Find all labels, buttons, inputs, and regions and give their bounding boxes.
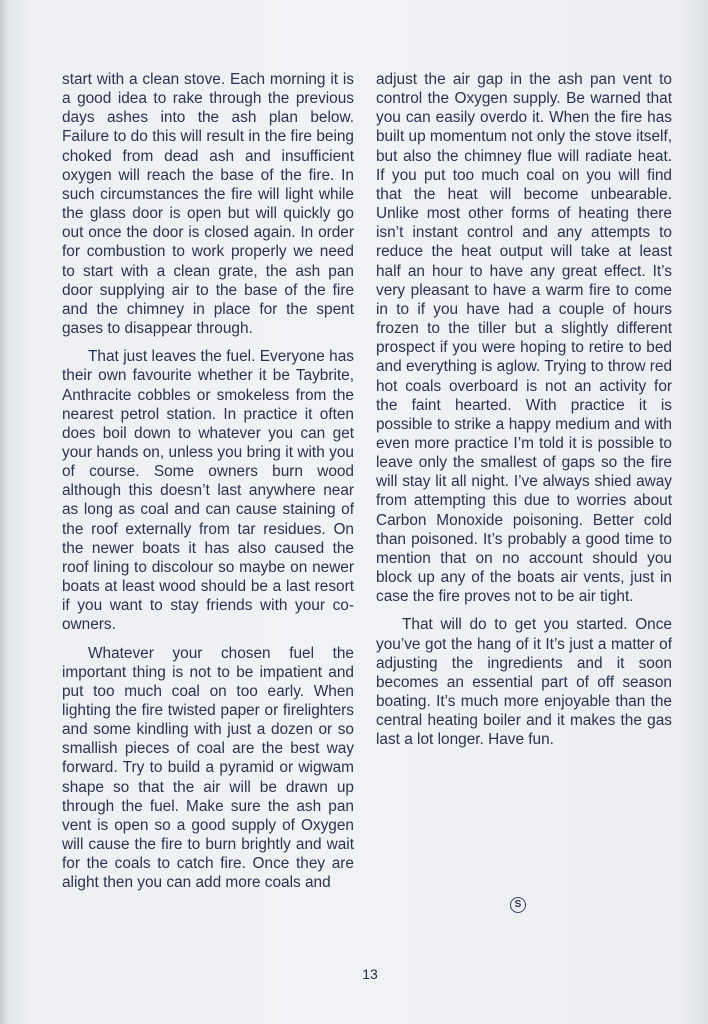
page-number: 13 [362, 966, 378, 982]
left-paragraph-1: start with a clean stove. Each morning it is a good idea to rake through the previous days ashes into the ash plan below. Failure to do this will result in the fire being choked from dead ash and insufficient oxygen will reach the base of the fire. In such circumstances the fire will light while the glass door is open but will quickly go out once the door is closed again. In order for combustion to work properly we need to start with a clean grate, the ash pan door supplying air to the base of the fire and the chimney in place for the spent gases to disappear through. [62, 71, 354, 338]
end-of-article-mark: S [510, 897, 526, 913]
right-paragraph-1: adjust the air gap in the ash pan vent to control the Oxygen supply. Be warned that you can easily overdo it. When the fire has built up momentum not only the stove itself, but also the chimney flue will radiate heat. If you put too much coal on you will find that the heat will become unbearable. Unlike most other forms of heating there isn’t instant control and any attempts to reduce the heat output will take at least half an hour to have any great effect. It’s very pleasant to have a warm fire to come in to if you have had a couple of hours frozen to the tiller but a slightly different prospect if you were hoping to retire to bed and everything is aglow. Trying to throw red hot coals overboard is not an activity for the faint hearted. With practice it is possible to strike a happy medium and with even more practice I’m told it is possible to leave only the smallest of gaps so the fire will stay lit all night. I’ve always shied away from attempting this due to worries about Carbon Monoxide poisoning. Better cold than poisoned. It’s probably a good time to mention that on no account should you block up any of the boats air vents, just in case the fire proves not to be air tight. [376, 71, 672, 606]
right-paragraph-2: That will do to get you started. Once you’ve got the hang of it It’s just a matter of adjusting the ingredients and it soon becomes an essential part of off season boating. It’s much more enjoyable than the central heating boiler and it makes the gas last a lot longer. Have fun. [376, 616, 672, 749]
left-paragraph-3: Whatever your chosen fuel the important thing is not to be impatient and put too much coal on too early. When lighting the fire twisted paper or firelighters and some kindling with just a dozen or so smallish pieces of coal are the best way forward. Try to build a pyramid or wigwam shape so that the air will be drawn up through the fuel. Make sure the ash pan vent is open so a good supply of Oxygen will cause the fire to burn brightly and wait for the coals to catch fire. Once they are alight then you can add more coals and [62, 644, 354, 892]
left-text-column [62, 70, 354, 902]
right-text-column [376, 70, 672, 758]
left-paragraph-2: That just leaves the fuel. Everyone has their own favourite whether it be Taybrite, Anthracite cobbles or smokeless from the nearest petrol station. In practice it often does boil down to whatever you can get your hands on, unless you bring it with you of course. Some owners burn wood although this doesn’t last anywhere near as long as coal and can cause staining of the roof externally from tar residues. On the newer boats it has also caused the roof lining to discolour so maybe on newer boats at least wood should be a last resort if you want to stay friends with your co-owners. [62, 348, 354, 634]
page-fold-shadow [0, 0, 8, 1024]
